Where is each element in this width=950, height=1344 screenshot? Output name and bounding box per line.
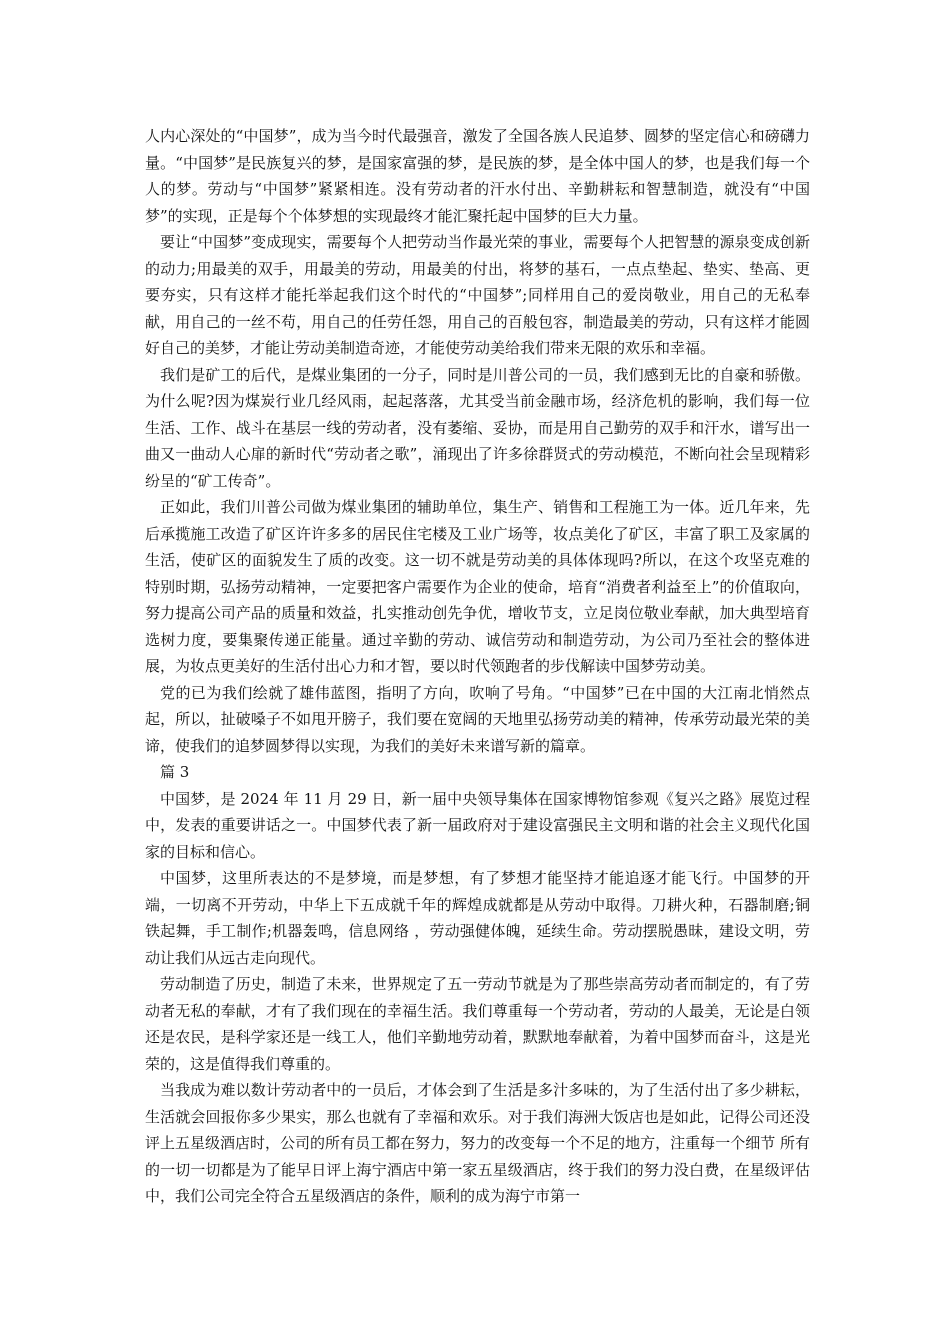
paragraph-5: 党的已为我们绘就了雄伟蓝图，指明了方向，吹响了号角。“中国梦”已在中国的大江南北悄然点起，所以，扯破嗓子不如甩开膀子，我们要在宽阔的天地里弘扬劳动美的精神，传承劳动最光荣的美谛，使我们的追梦圆梦得以实现，为我们的美好未来谱写新的篇章。 <box>145 683 810 755</box>
section-title: 篇 3 <box>160 763 190 781</box>
paragraph-3: 我们是矿工的后代，是煤业集团的一分子，同时是川普公司的一员，我们感到无比的自豪和骄傲。为什么呢?因为煤炭行业几经风雨，起起落落，尤其受当前金融市场，经济危机的影响，我们每一位生活、工作、战斗在基层一线的劳动者，没有萎缩、妥协，而是用自己勤劳的双手和汗水，谱写出一曲又一曲动人心扉的新时代“劳动者之歌”，涌现出了许多徐群贤式的劳动模范，不断向社会呈现精彩纷呈的“矿工传奇”。 <box>145 365 810 490</box>
paragraph-8: 劳动制造了历史，制造了未来，世界规定了五一劳动节就是为了那些崇高劳动者而制定的，有了劳动者无私的奉献，才有了我们现在的幸福生活。我们尊重每一个劳动者，劳动的人最美，无论是白领还是农民，是科学家还是一线工人，他们辛勤地劳动着，默默地奉献着，为着中国梦而奋斗，这是光荣的，这是值得我们尊重的。 <box>145 975 810 1073</box>
paragraph-7: 中国梦，这里所表达的不是梦境，而是梦想，有了梦想才能坚持才能追逐才能飞行。中国梦的开端，一切离不开劳动，中华上下五成就千年的辉煌成就都是从劳动中取得。刀耕火种，石器制磨;铜铁起舞，手工制作;机器轰鸣，信息网络 ，劳动强健体魄，延续生命。劳动摆脱愚昧，建设文明，劳动让我们从远古走向现代。 <box>145 869 810 967</box>
document-page <box>145 123 810 1210</box>
paragraph-6: 中国梦，是 2024 年 11 月 29 日，新一届中央领导集体在国家博物馆参观《复兴之路》展览过程中，发表的重要讲话之一。中国梦代表了新一届政府对于建设富强民主文明和谐的社会主义现代化国家的目标和信心。 <box>145 789 810 861</box>
paragraph-9: 当我成为难以数计劳动者中的一员后，才体会到了生活是多汁多味的，为了生活付出了多少耕耘，生活就会回报你多少果实，那么也就有了幸福和欢乐。对于我们海洲大饭店也是如此，记得公司还没评上五星级酒店时，公司的所有员工都在努力，努力的改变每一个不足的地方，注重每一个细节 所有的一切一切都是为了能早日评上海宁酒店中第一家五星级酒店，终于我们的努力没白费，在星级评估中，我们公司完全符合五星级酒店的条件，顺利的成为海宁市第一 <box>145 1081 810 1205</box>
paragraph-1: 人内心深处的“中国梦”，成为当今时代最强音，激发了全国各族人民追梦、圆梦的坚定信心和磅礴力量。“中国梦”是民族复兴的梦，是国家富强的梦，是民族的梦，是全体中国人的梦，也是我们每一个人的梦。劳动与“中国梦”紧紧相连。没有劳动者的汗水付出、辛勤耕耘和智慧制造，就没有“中国梦”的实现，正是每个个体梦想的实现最终才能汇聚托起中国梦的巨大力量。 <box>145 127 810 225</box>
paragraph-4: 正如此，我们川普公司做为煤业集团的辅助单位，集生产、销售和工程施工为一体。近几年来，先后承揽施工改造了矿区许许多多的居民住宅楼及工业广场等，妆点美化了矿区，丰富了职工及家属的生活，使矿区的面貌发生了质的改变。这一切不就是劳动美的具体体现吗?所以，在这个攻坚克难的特别时期，弘扬劳动精神，一定要把客户需要作为企业的使命，培育“消费者利益至上”的价值取向，努力提高公司产品的质量和效益，扎实推动创先争优，增收节支，立足岗位敬业奉献，加大典型培育选树力度，要集聚传递正能量。通过辛勤的劳动、诚信劳动和制造劳动，为公司乃至社会的整体进展，为妆点更美好的生活付出心力和才智，要以时代领跑者的步伐解读中国梦劳动美。 <box>145 498 810 675</box>
paragraph-2: 要让“中国梦”变成现实，需要每个人把劳动当作最光荣的事业，需要每个人把智慧的源泉变成创新的动力;用最美的双手，用最美的劳动，用最美的付出，将梦的基石，一点点垫起、垫实、垫高、更要夯实，只有这样才能托举起我们这个时代的“中国梦”;同样用自己的爱岗敬业，用自己的无私奉献，用自己的一丝不苟，用自己的任劳任怨，用自己的百般包容，制造最美的劳动，只有这样才能圆好自己的美梦，才能让劳动美制造奇迹，才能使劳动美给我们带来无限的欢乐和幸福。 <box>145 233 810 357</box>
